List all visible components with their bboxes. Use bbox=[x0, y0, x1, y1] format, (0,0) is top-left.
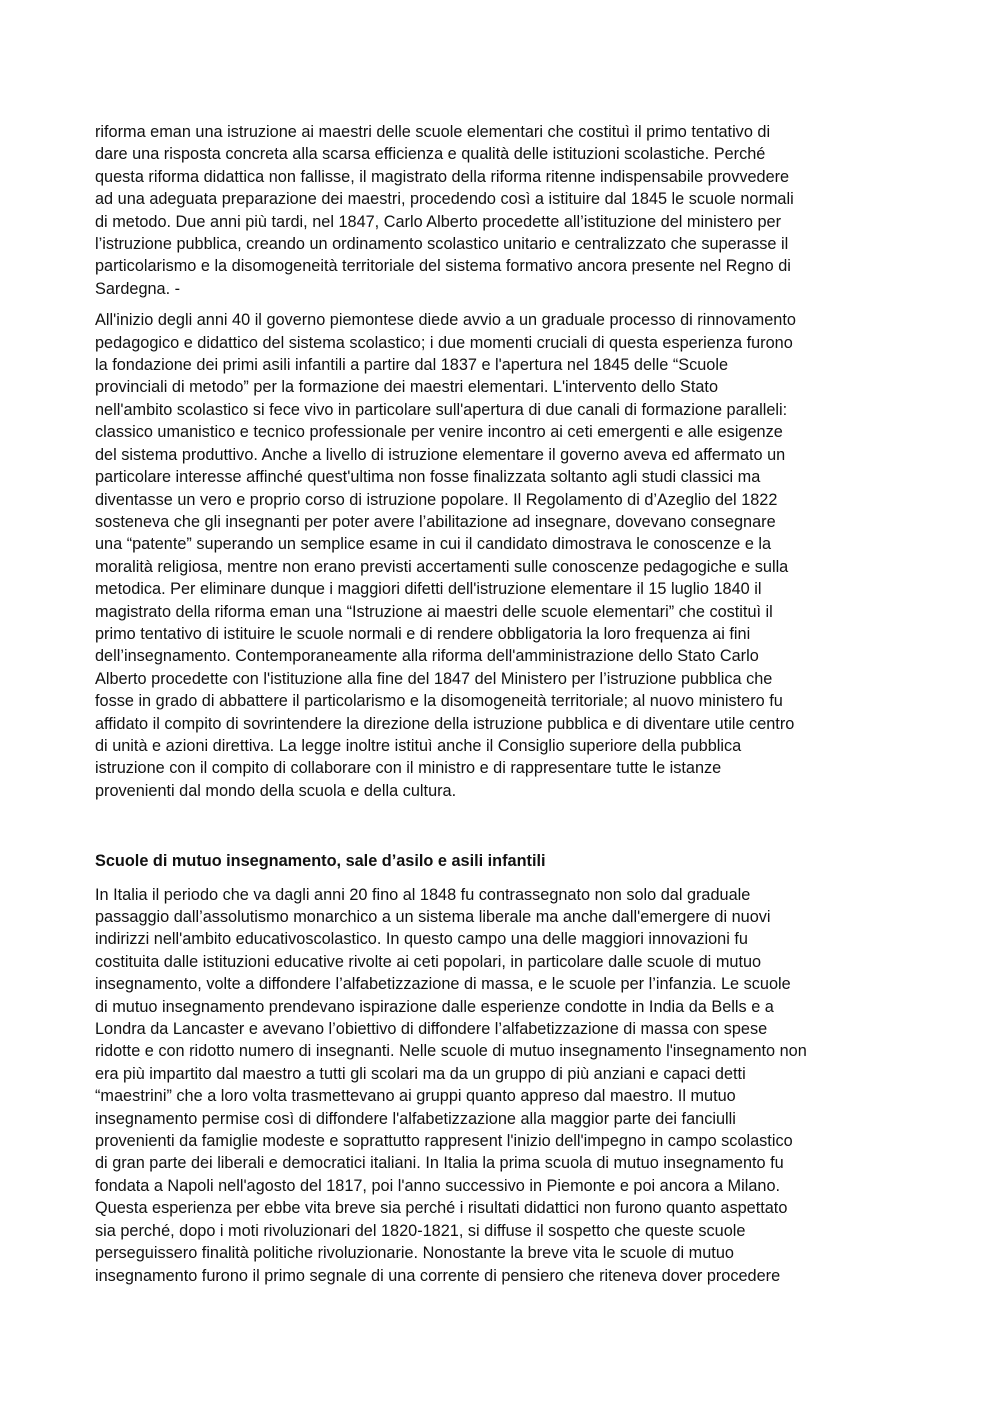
paragraph-mutuo-insegnamento: In Italia il periodo che va dagli anni 20 fino al 1848 fu contrassegnato non solo dal graduale passaggio dall’assolutismo monarchico a un sistema liberale ma anche dall'emergere di nuovi indirizzi nell'ambito educativoscolastico. In questo campo una delle maggiori innovazioni fu costituita dalle istituzioni educative rivolte ai ceti popolari, in particolare dalle scuole di mutuo insegnamento, volte a diffondere l’alfabetizzazione di massa, e le scuole per l’infanzia. Le scuole di mutuo insegnamento prendevano ispirazione dalle esperienze condotte in India da Bells e a Londra da Lancaster e avevano l’obiettivo di diffondere l’alfabetizzazione di massa con spese ridotte e con ridotto numero di insegnanti. Nelle scuole di mutuo insegnamento l'insegnamento non era più impartito dal maestro a tutti gli scolari ma da un gruppo di più anziani e capaci detti “maestrini” che a loro volta trasmettevano ai gruppi quanto appreso dal maestro. Il mutuo insegnamento permise così di diffondere l'alfabetizzazione alla maggior parte dei fanciulli provenienti da famiglie modeste e soprattutto rappresent l'inizio dell'impegno in campo scolastico di gran parte dei liberali e democratici italiani. In Italia la prima scuola di mutuo insegnamento fu fondata a Napoli nell'agosto del 1817, poi l'anno successivo in Piemonte e poi ancora a Milano. Questa esperienza per ebbe vita breve sia perché i risultati didattici non furono quanto aspettato sia perché, dopo i moti rivoluzionari del 1820-1821, si diffuse il sospetto che queste scuole perseguissero finalità politiche rivoluzionarie. Nonostante la breve vita le scuole di mutuo insegnamento furono il primo segnale di una corrente di pensiero che riteneva dover procedere bbox=[95, 885, 807, 1285]
paragraph-riforma: riforma eman una istruzione ai maestri delle scuole elementari che costituì il primo tentativo di dare una risposta concreta alla scarsa efficienza e qualità delle istituzioni scolastiche. Perché questa riforma didattica non fallisse, il magistrato della riforma ritenne indispensabile provvedere ad una adeguata preparazione dei maestri, procedendo così a istituire dal 1845 le scuole normali di metodo. Due anni più tardi, nel 1847, Carlo Alberto procedette all’istituzione del ministero per l’istruzione pubblica, creando un ordinamento scolastico unitario e centralizzato che superasse il particolarismo e la disomogeneità territoriale del sistema formativo ancora presente nel Regno di Sardegna. - bbox=[95, 123, 794, 298]
paragraph-governo-piemontese: All'inizio degli anni 40 il governo piemontese diede avvio a un graduale processo di rinnovamento pedagogico e didattico del sistema scolastico; i due momenti cruciali di questa esperienza furono la fondazione dei primi asili infantili a partire dal 1837 e l'apertura nel 1845 delle “Scuole provinciali di metodo” per la formazione dei maestri elementari. L'intervento dello Stato nell'ambito scolastico si fece vivo in particolare sull'apertura di due canali di formazione paralleli: classico umanistico e tecnico professionale per venire incontro ai ceti emergenti e alle esigenze del sistema produttivo. Anche a livello di istruzione elementare il governo aveva ed affermato un particolare interesse affinché quest'ultima non fosse finalizzata soltanto agli studi classici ma diventasse un vero e proprio corso di istruzione popolare. Il Regolamento di d’Azeglio del 1822 sosteneva che gli insegnanti per poter avere l’abilitazione ad insegnare, dovevano consegnare una “patente” superando un semplice esame in cui il candidato dimostrava le conoscenze e la moralità religiosa, mentre non erano previsti accertamenti sulle conoscenze pedagogiche e sulla metodica. Per eliminare dunque i maggiori difetti dell'istruzione elementare il 15 luglio 1840 il magistrato della riforma eman una “Istruzione ai maestri delle scuole elementari” che costituì il primo tentativo di istituire le scuole normali e di rendere obbligatoria la loro frequenza ai fini dell’insegnamento. Contemporaneamente alla riforma dell'amministrazione dello Stato Carlo Alberto procedette con l'istituzione alla fine del 1847 del Ministero per l’istruzione pubblica che fosse in grado di abbattere il particolarismo e la disomogeneità territoriale; al nuovo ministero fu affidato il compito di sovrintendere la direzione della istruzione pubblica e di diventare utile centro di unità e azioni direttiva. La legge inoltre istituì anche il Consiglio superiore della pubblica istruzione con il compito di collaborare con il ministro e di rappresentare tutte le istanze provenienti dal mondo della scuola e della cultura. bbox=[95, 311, 796, 800]
section-heading: Scuole di mutuo insegnamento, sale d’asilo e asili infantili bbox=[95, 852, 546, 871]
document-page bbox=[95, 121, 907, 1287]
